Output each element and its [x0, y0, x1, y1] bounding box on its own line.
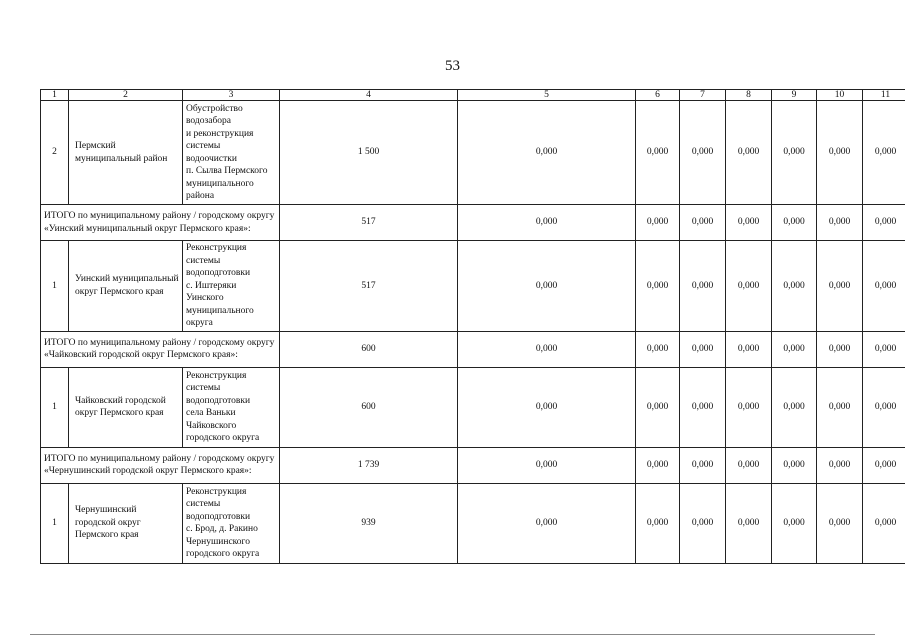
table-row: [41, 101, 905, 205]
value-4: 517: [280, 205, 458, 241]
column-header: 10: [817, 90, 863, 101]
total-row: [41, 447, 905, 483]
value-11: 0,000: [863, 101, 905, 205]
value-7: 0,000: [680, 205, 726, 241]
value-9: 0,000: [772, 101, 817, 205]
value-7: 0,000: [680, 483, 726, 563]
value-5: 0,000: [458, 331, 636, 367]
value-9: 0,000: [772, 241, 817, 332]
column-header: 4: [280, 90, 458, 101]
value-5: 0,000: [458, 241, 636, 332]
value-10: 0,000: [817, 241, 863, 332]
value-4: 600: [280, 367, 458, 447]
page-bottom-line: [30, 634, 875, 635]
total-label: ИТОГО по муниципальному району / городскому округу «Чернушинский городской округ Пермского края»:: [41, 447, 280, 483]
value-10: 0,000: [817, 447, 863, 483]
column-header: 7: [680, 90, 726, 101]
value-9: 0,000: [772, 367, 817, 447]
row-number: 1: [41, 241, 69, 332]
municipality-name: Чернушинский городской округ Пермского края: [69, 483, 183, 563]
value-4: 600: [280, 331, 458, 367]
value-8: 0,000: [726, 205, 772, 241]
value-10: 0,000: [817, 101, 863, 205]
object-name: Обустройство водозабора и реконструкция системы водоочистки п. Сылва Пермского муниципального района: [183, 101, 280, 205]
value-11: 0,000: [863, 205, 905, 241]
column-header: 6: [636, 90, 680, 101]
table-row: [41, 241, 905, 332]
row-number: 1: [41, 367, 69, 447]
value-8: 0,000: [726, 483, 772, 563]
value-11: 0,000: [863, 483, 905, 563]
value-7: 0,000: [680, 447, 726, 483]
value-7: 0,000: [680, 331, 726, 367]
column-header: 5: [458, 90, 636, 101]
row-number: 1: [41, 483, 69, 563]
total-label: ИТОГО по муниципальному району / городскому округу «Чайковский городской округ Пермского края»:: [41, 331, 280, 367]
value-10: 0,000: [817, 205, 863, 241]
value-6: 0,000: [636, 483, 680, 563]
value-7: 0,000: [680, 241, 726, 332]
column-header: 1: [41, 90, 69, 101]
column-header: 8: [726, 90, 772, 101]
value-5: 0,000: [458, 101, 636, 205]
value-6: 0,000: [636, 367, 680, 447]
column-header: 3: [183, 90, 280, 101]
value-4: 1 500: [280, 101, 458, 205]
value-5: 0,000: [458, 483, 636, 563]
column-header: 9: [772, 90, 817, 101]
value-10: 0,000: [817, 331, 863, 367]
value-8: 0,000: [726, 367, 772, 447]
table-row: [41, 483, 905, 563]
value-11: 0,000: [863, 447, 905, 483]
object-name: Реконструкция системы водоподготовки села Ваньки Чайковского городского округа: [183, 367, 280, 447]
page-number: 53: [445, 58, 460, 74]
investment-table: [40, 89, 905, 564]
municipality-name: Пермский муниципальный район: [69, 101, 183, 205]
municipality-name: Чайковский городской округ Пермского края: [69, 367, 183, 447]
value-11: 0,000: [863, 241, 905, 332]
value-5: 0,000: [458, 447, 636, 483]
object-name: Реконструкция системы водоподготовки с. Иштеряки Уинского муниципального округа: [183, 241, 280, 332]
municipality-name: Уинский муниципальный округ Пермского края: [69, 241, 183, 332]
value-10: 0,000: [817, 483, 863, 563]
value-7: 0,000: [680, 367, 726, 447]
value-8: 0,000: [726, 447, 772, 483]
column-number-row: [41, 90, 905, 101]
value-11: 0,000: [863, 331, 905, 367]
value-9: 0,000: [772, 447, 817, 483]
value-6: 0,000: [636, 241, 680, 332]
value-6: 0,000: [636, 447, 680, 483]
value-8: 0,000: [726, 241, 772, 332]
total-row: [41, 205, 905, 241]
value-5: 0,000: [458, 367, 636, 447]
value-6: 0,000: [636, 101, 680, 205]
value-4: 517: [280, 241, 458, 332]
value-9: 0,000: [772, 205, 817, 241]
value-4: 939: [280, 483, 458, 563]
column-header: 2: [69, 90, 183, 101]
total-label: ИТОГО по муниципальному району / городскому округу «Уинский муниципальный округ Пермского края»:: [41, 205, 280, 241]
value-7: 0,000: [680, 101, 726, 205]
value-6: 0,000: [636, 205, 680, 241]
value-6: 0,000: [636, 331, 680, 367]
value-4: 1 739: [280, 447, 458, 483]
value-9: 0,000: [772, 483, 817, 563]
value-11: 0,000: [863, 367, 905, 447]
object-name: Реконструкция системы водоподготовки с. Брод, д. Ракино Чернушинского городского округа: [183, 483, 280, 563]
total-row: [41, 331, 905, 367]
value-5: 0,000: [458, 205, 636, 241]
column-header: 11: [863, 90, 905, 101]
value-9: 0,000: [772, 331, 817, 367]
value-8: 0,000: [726, 101, 772, 205]
table-row: [41, 367, 905, 447]
value-10: 0,000: [817, 367, 863, 447]
row-number: 2: [41, 101, 69, 205]
value-8: 0,000: [726, 331, 772, 367]
